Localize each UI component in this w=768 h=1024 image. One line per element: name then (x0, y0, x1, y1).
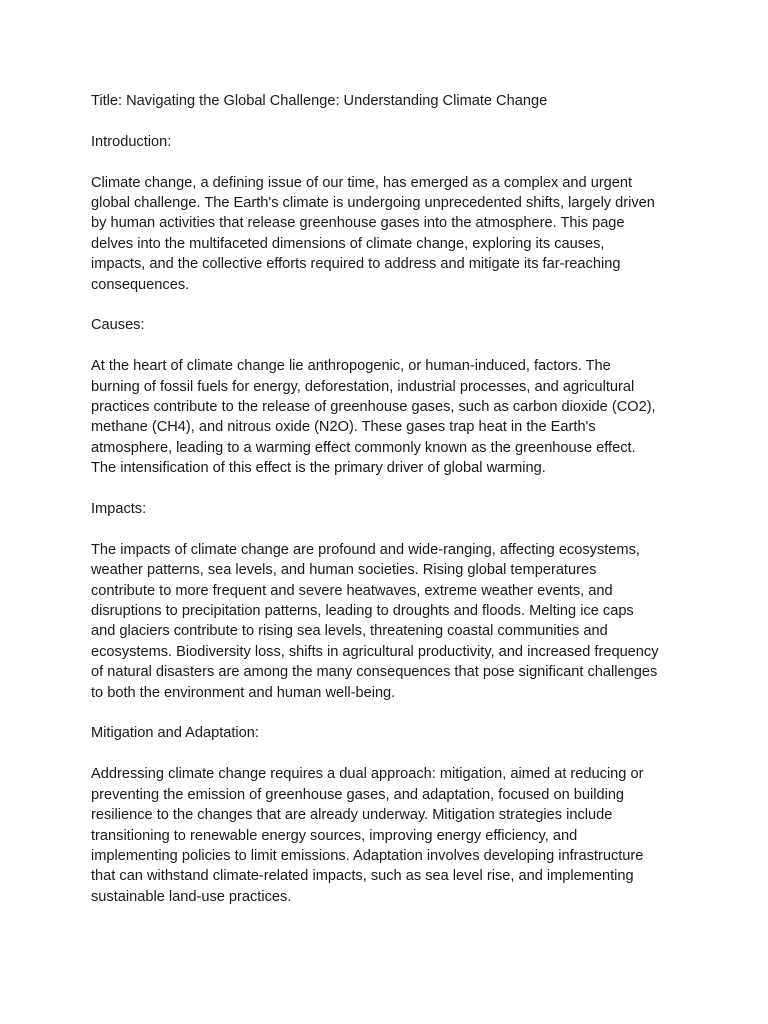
paragraph-line: The intensification of this effect is the primary driver of global warming. (91, 460, 546, 477)
paragraph-line: practices contribute to the release of greenhouse gases, such as carbon dioxide (CO2), (91, 399, 656, 416)
paragraph-line: Climate change, a defining issue of our time, has emerged as a complex and urgent (91, 174, 633, 191)
paragraph-line: At the heart of climate change lie anthropogenic, or human-induced, factors. The (91, 358, 611, 375)
paragraph-line: atmosphere, leading to a warming effect commonly known as the greenhouse effect. (91, 439, 636, 456)
paragraph-introduction (91, 173, 690, 295)
paragraph-line: consequences. (91, 276, 190, 293)
section-heading-impacts: Impacts: (91, 501, 147, 518)
paragraph-line: methane (CH4), and nitrous oxide (N2O). These gases trap heat in the Earth's (91, 419, 596, 436)
paragraph-line: to both the environment and human well-being. (91, 684, 396, 701)
paragraph-line: sustainable land-use practices. (91, 888, 292, 905)
paragraph-causes (91, 356, 690, 478)
paragraph-line: disruptions to precipitation patterns, leading to droughts and floods. Melting ice caps (91, 603, 634, 620)
section-heading-mitigation-adaptation: Mitigation and Adaptation: (91, 725, 259, 742)
paragraph-line: resilience to the changes that are already underway. Mitigation strategies include (91, 807, 613, 824)
paragraph-line: weather patterns, sea levels, and human societies. Rising global temperatures (91, 562, 597, 579)
paragraph-line: delves into the multifaceted dimensions of climate change, exploring its causes, (91, 235, 605, 252)
paragraph-line: transitioning to renewable energy sources, improving energy efficiency, and (91, 827, 578, 844)
paragraph-line: impacts, and the collective efforts required to address and mitigate its far-reaching (91, 256, 621, 273)
paragraph-line: and glaciers contribute to rising sea levels, threatening coastal communities and (91, 623, 608, 640)
paragraph-line: by human activities that release greenhouse gases into the atmosphere. This page (91, 215, 625, 232)
paragraph-line: contribute to more frequent and severe heatwaves, extreme weather events, and (91, 582, 613, 599)
document-title: Title: Navigating the Global Challenge: Understanding Climate Change (91, 93, 548, 109)
paragraph-impacts (91, 540, 690, 703)
section-heading-introduction: Introduction: (91, 133, 172, 150)
paragraph-line: preventing the emission of greenhouse gases, and adaptation, focused on building (91, 786, 625, 803)
paragraph-line: of natural disasters are among the many consequences that pose significant challenges (91, 664, 658, 681)
paragraph-line: The impacts of climate change are profound and wide-ranging, affecting ecosystems, (91, 541, 640, 558)
paragraph-line: global challenge. The Earth's climate is undergoing unprecedented shifts, largely driven (91, 195, 655, 211)
paragraph-line: implementing policies to limit emissions. Adaptation involves developing infrastructure (91, 847, 644, 864)
paragraph-line: Addressing climate change requires a dual approach: mitigation, aimed at reducing or (91, 766, 644, 783)
paragraph-line: burning of fossil fuels for energy, deforestation, industrial processes, and agricultural (91, 378, 635, 395)
paragraph-line: that can withstand climate-related impacts, such as sea level rise, and implementing (91, 868, 634, 885)
section-heading-causes: Causes: (91, 317, 145, 334)
paragraph-mitigation-adaptation (91, 764, 690, 907)
paragraph-line: ecosystems. Biodiversity loss, shifts in agricultural productivity, and increased frequency (91, 643, 659, 660)
